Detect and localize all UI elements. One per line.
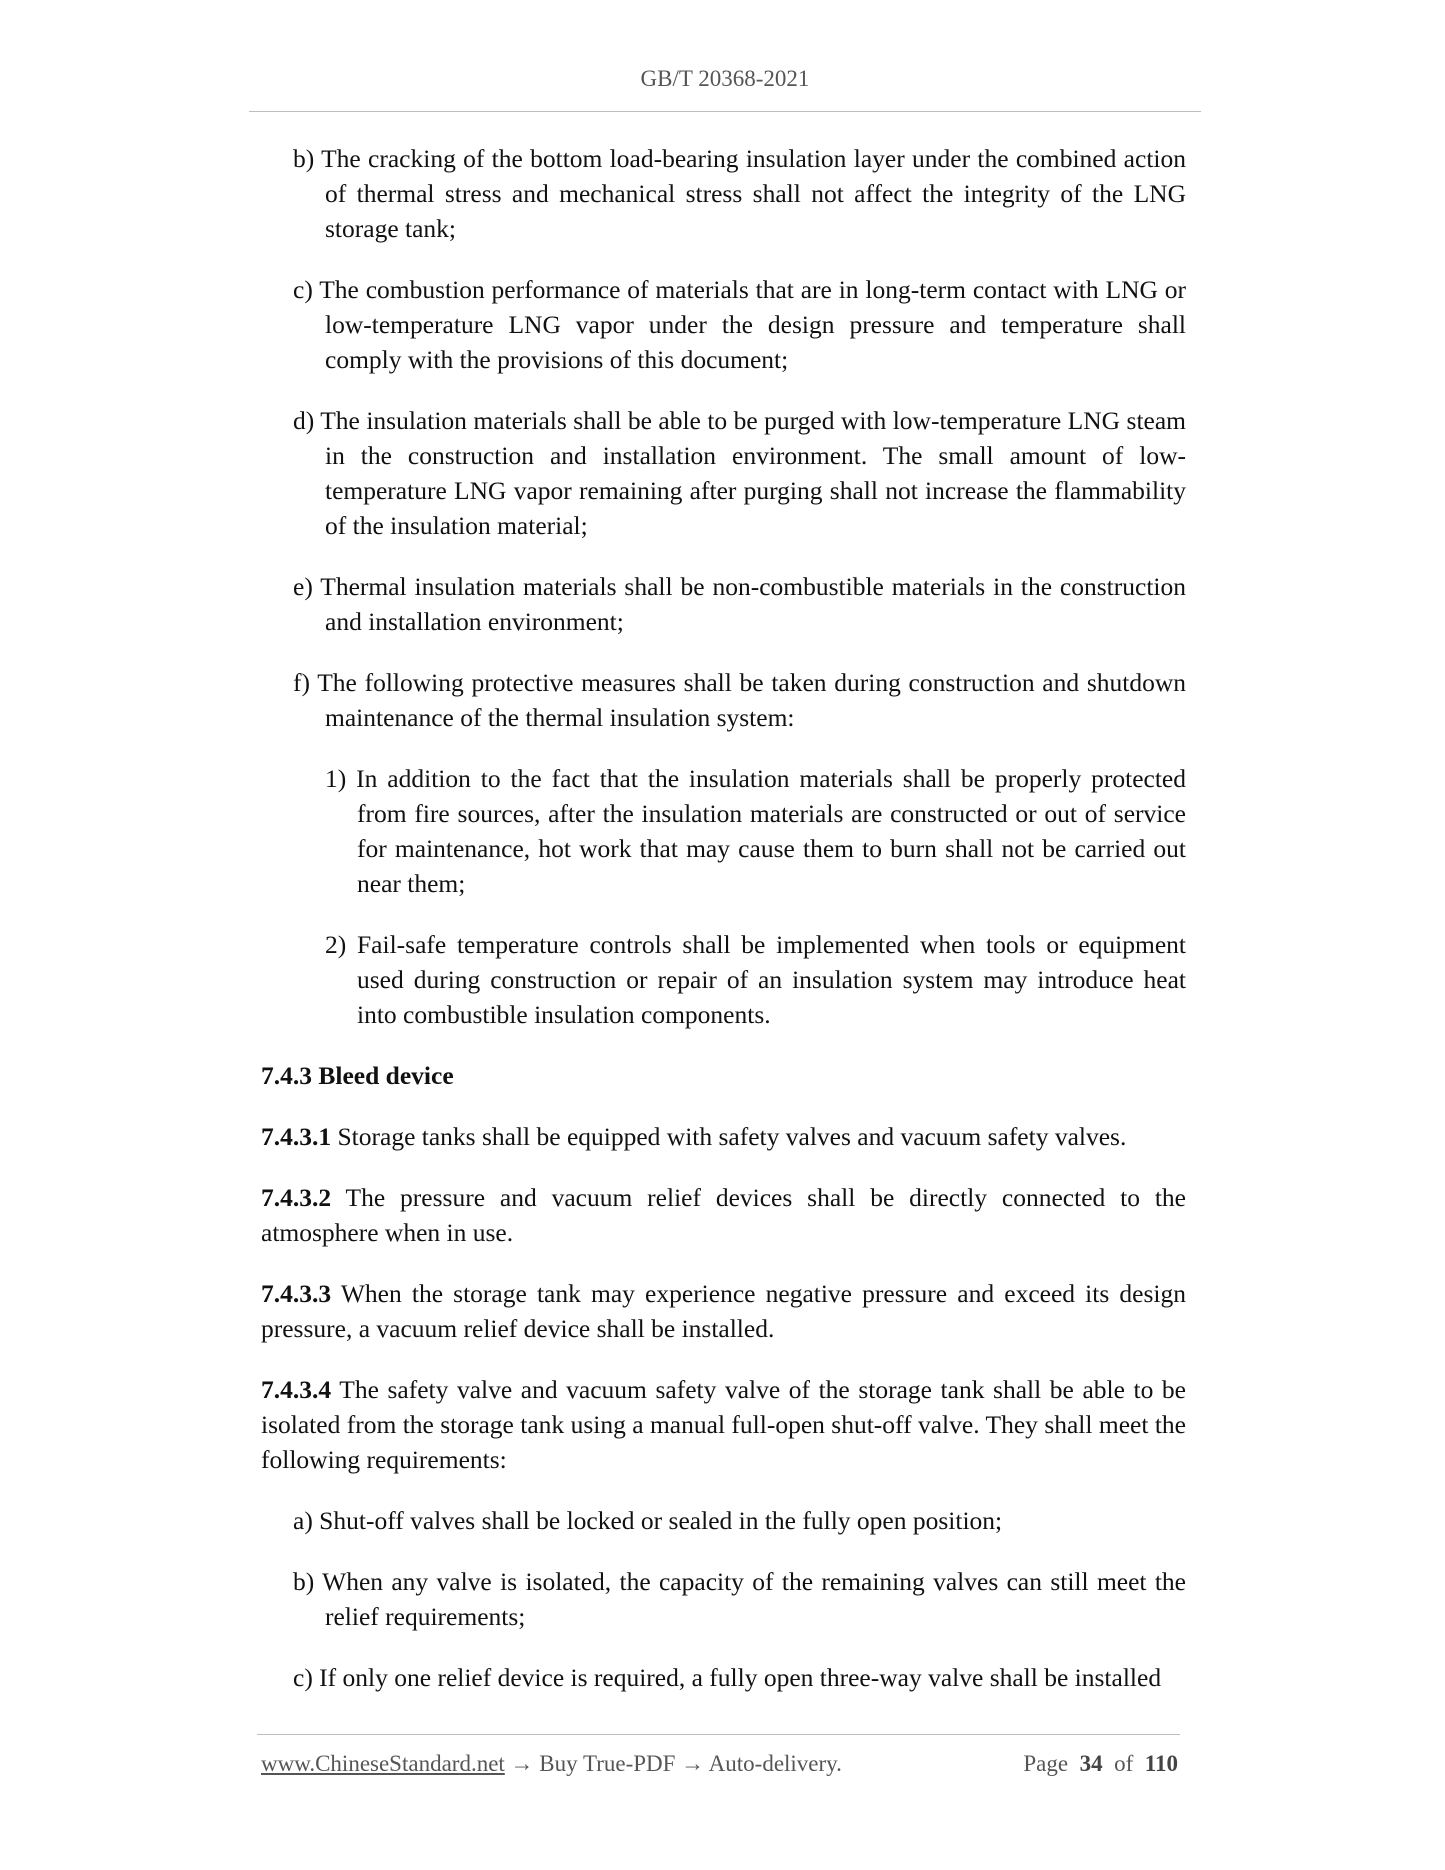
clause-text: Storage tanks shall be equipped with safety valves and vacuum safety valves. bbox=[331, 1122, 1127, 1151]
list-item-c: c) The combustion performance of materials that are in long-term contact with LNG or low-temperature LNG vapor under the design pressure and temperature shall comply with the provisions of this document; bbox=[293, 275, 1186, 374]
document-body bbox=[261, 141, 1186, 1695]
clause-text: The safety valve and vacuum safety valve of the storage tank shall be able to be isolated from the storage tank using a manual full-open shut-off valve. They shall meet the following requirements: bbox=[261, 1375, 1186, 1474]
page-indicator bbox=[1023, 1751, 1178, 1777]
clause-7-4-3-3 bbox=[261, 1276, 1186, 1346]
header-divider bbox=[249, 111, 1201, 112]
of-label: of bbox=[1114, 1751, 1134, 1776]
promo-text: → Buy True-PDF → Auto-delivery. bbox=[504, 1751, 842, 1776]
list-item-d: d) The insulation materials shall be able to be purged with low-temperature LNG steam in the construction and installation environment. The small amount of low-temperature LNG vapor remaining after purging shall not increase the flammability of the insulation material; bbox=[293, 406, 1186, 540]
clause-7-4-3-2 bbox=[261, 1180, 1186, 1250]
section-heading-7-4-3: 7.4.3 Bleed device bbox=[261, 1061, 454, 1090]
list-item-b: b) The cracking of the bottom load-bearing insulation layer under the combined action of thermal stress and mechanical stress shall not affect the integrity of the LNG storage tank; bbox=[293, 144, 1186, 243]
requirement-c: c) If only one relief device is required, a fully open three-way valve shall be installed bbox=[293, 1663, 1162, 1692]
clause-7-4-3-4 bbox=[261, 1372, 1186, 1477]
list-item-f: f) The following protective measures shall be taken during construction and shutdown maintenance of the thermal insulation system: bbox=[293, 668, 1186, 732]
footer-divider bbox=[257, 1734, 1180, 1735]
requirement-a: a) Shut-off valves shall be locked or sealed in the fully open position; bbox=[293, 1506, 1003, 1535]
clause-number: 7.4.3.4 bbox=[261, 1375, 332, 1404]
clause-text: When the storage tank may experience negative pressure and exceed its design pressure, a vacuum relief device shall be installed. bbox=[261, 1279, 1186, 1343]
page-number: 34 bbox=[1079, 1751, 1103, 1776]
total-pages: 110 bbox=[1144, 1751, 1178, 1776]
list-item-e: e) Thermal insulation materials shall be non-combustible materials in the construction and installation environment; bbox=[293, 572, 1186, 636]
sub-item-1: 1) In addition to the fact that the insulation materials shall be properly protected from fire sources, after the insulation materials are constructed or out of service for maintenance, hot work that may cause them to burn shall not be carried out near them; bbox=[325, 764, 1186, 898]
page-footer bbox=[261, 1751, 1178, 1777]
clause-7-4-3-1 bbox=[261, 1119, 1186, 1154]
sub-item-2: 2) Fail-safe temperature controls shall be implemented when tools or equipment used during construction or repair of an insulation system may introduce heat into combustible insulation components. bbox=[325, 930, 1186, 1029]
document-header: GB/T 20368-2021 bbox=[640, 66, 810, 91]
clause-number: 7.4.3.1 bbox=[261, 1122, 332, 1151]
clause-text: The pressure and vacuum relief devices shall be directly connected to the atmosphere when in use. bbox=[261, 1183, 1186, 1247]
clause-number: 7.4.3.3 bbox=[261, 1279, 332, 1308]
website-link[interactable]: www.ChineseStandard.net bbox=[261, 1751, 505, 1776]
clause-number: 7.4.3.2 bbox=[261, 1183, 332, 1212]
requirement-b: b) When any valve is isolated, the capacity of the remaining valves can still meet the relief requirements; bbox=[293, 1567, 1186, 1631]
page-label: Page bbox=[1023, 1751, 1069, 1776]
